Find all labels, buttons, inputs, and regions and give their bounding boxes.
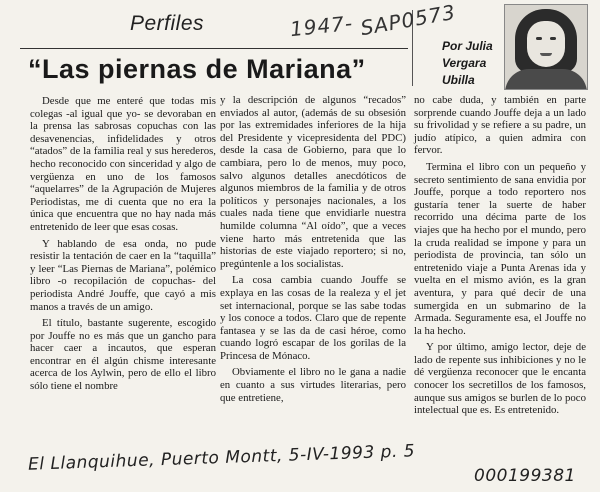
archive-code: 000199381: [474, 466, 576, 486]
handwritten-source-note: El Llanquihue, Puerto Montt, 5-IV-1993 p. 5: [27, 441, 416, 475]
article-column-3: [414, 94, 586, 421]
byline-second-surname: Ubilla: [442, 73, 475, 87]
article-column-1: [30, 95, 216, 397]
header-rule: [20, 48, 408, 49]
byline: [442, 38, 502, 89]
paragraph: El título, bastante sugerente, escogido por Jouffe no es más que un gancho para hacer caer a incautos, que esperan encontrar en él algún chisme interesante acerca de los Aylwin, pero de ello el libro sólo tiene el nombre: [30, 317, 216, 393]
paragraph: La cosa cambia cuando Jouffe se explaya en las cosas de la realeza y el jet set internacional, porque se las sabe todas y los conoce a todos. Claro que de repente fantasea y se las da de casi héroe, como cuando logró escapar de los gorilas de la Princesa de Mónaco.: [220, 274, 406, 362]
handwritten-code-annotation: SAP0573: [358, 0, 458, 41]
author-photo: [504, 4, 588, 90]
paragraph: Y por último, amigo lector, deje de lado de repente sus inhibiciones y no le dé vergüenza reconocer que le encanta conocer los secretillos de los famosos, aunque sus amigos se burlen de lo poco intelectual que es. Es entretenido.: [414, 341, 586, 417]
byline-prefix: Por Julia: [442, 39, 493, 53]
paragraph: Y hablando de esa onda, no pude resistir la tentación de caer en la “taquilla” y leer “Las Piernas de Mariana”, polémico libro -o recopilación de copuchas- del periodista André Jouffe, que cayó a mis manos a través de un amigo.: [30, 237, 216, 313]
paragraph: Obviamente el libro no le gana a nadie en cuanto a sus virtudes literarias, pero que entretiene,: [220, 366, 406, 404]
article-column-2: [220, 94, 406, 408]
section-label: Perfiles: [130, 12, 205, 35]
article-headline: “Las piernas de Mariana”: [28, 54, 366, 84]
handwritten-year-annotation: 1947-: [288, 10, 355, 42]
paragraph: Desde que me enteré que todas mis colegas -al igual que yo- se devoraban en la prensa las sabrosas copuchas con las desavenencias, infidelidades y otros “atados” de la familia real y sus herederos, hecho reconocido con sinceridad y algo de vergüenza en uno de los famosos “aquelarres” de la Agrupación de Mujeres Periodistas, me di cuenta que no era la única que encuentra que no hay nada más entretenido de leer que esas cosas.: [30, 95, 216, 233]
paragraph: no cabe duda, y también en parte sorprende cuando Jouffe deja a un lado su frivolidad y se refiere a su padre, un judío atípico, a quien admira con fervor.: [414, 94, 586, 157]
paragraph: Termina el libro con un pequeño y secreto sentimiento de sana envidia por Jouffe, porque a todo reportero nos gustaría tener la suerte de haber recorrido una décima parte de los viajes que ha hecho por el mundo, pero la cruda realidad se impone y para un periodista de provincia, tan sólo un entretenido viaje a Punta Arenas ida y vuelta en el mismo avión, es la gran aventura, y para qué decir de una sumergida en un submarino de la Armada. Seguramente esa, el Jouffe no la ha hecho.: [414, 160, 586, 337]
paragraph: y la descripción de algunos “recados” enviados al autor, (además de su obsesión por las extremidades inferiores de la hija del Presidente y vicepresidenta del PDC) desde la casa de Gobierno, para que lo cambiara, pero lo de menos, muy poco, salvo algunos detalles anecdóticos de algunos miembros de la familia y de otros políticos y personajes nacionales, a los cuales nada tiene que envidiarle nuestra humilde columna “Al oído”, que a veces viene harto más entretenida que las historias de este viajado reportero; si no, pregúntenle a los socialistas.: [220, 94, 406, 270]
byline-first-surname: Vergara: [442, 56, 487, 70]
